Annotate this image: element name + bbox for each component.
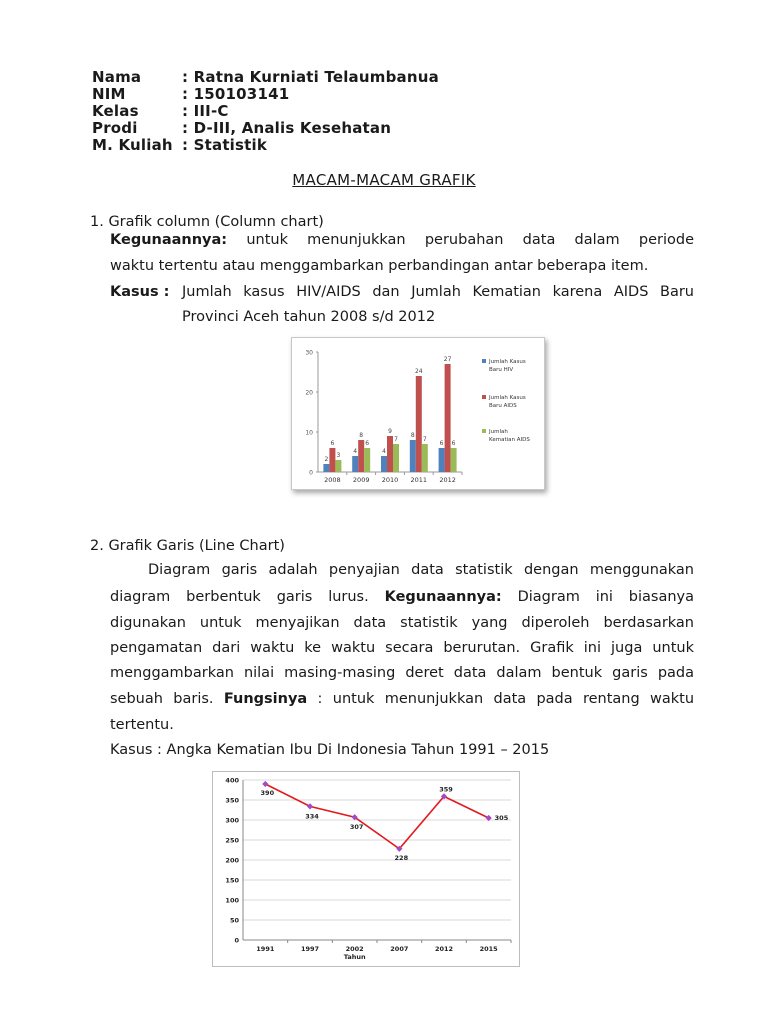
section1-kegunaan-line2: waktu tertentu atau menggambarkan perbandingan antar beberapa item. [110,258,649,274]
data-label: 8 [410,432,415,439]
x-tick-label: 2008 [324,476,341,484]
data-label: 6 [330,440,335,447]
legend-swatch [482,359,486,363]
bar [422,444,428,472]
y-tick-label: 400 [225,776,239,785]
x-tick-label: 2009 [352,476,370,484]
value-mata-kuliah: : Statistik [182,136,268,154]
x-tick-label: 1991 [256,945,275,953]
data-label: 390 [260,789,275,797]
y-tick-label: 150 [225,876,239,885]
data-label: 6 [439,440,444,447]
y-tick-label: 0 [309,469,313,477]
bar [323,464,329,472]
label-prodi: Prodi [92,119,138,137]
section2-p-line3: digunakan untuk menyajikan data statistik yang diperoleh berdasarkan [110,615,694,631]
data-label: 7 [394,436,398,443]
data-label: 4 [353,448,358,455]
bar [445,364,451,472]
bar [416,376,422,472]
y-tick-label: 50 [229,916,239,925]
section2-p-line2: diagram berbentuk garis lurus. Kegunaannya: Diagram ini biasanya [110,589,695,605]
data-label: 2 [324,456,329,463]
series-line [265,784,488,849]
document-title: MACAM-MACAM GRAFIK [292,171,476,189]
legend-label: Jumlah Kasus Baru AIDS [489,395,526,409]
bar [381,456,387,472]
bar [410,440,416,472]
line-chart [213,772,519,966]
bar [358,440,364,472]
data-label: 305 [494,814,509,822]
section2-heading: 2. Grafik Garis (Line Chart) [90,538,285,554]
data-label: 6 [451,440,456,447]
data-label: 9 [388,428,392,435]
bar [329,448,335,472]
data-label: 359 [439,785,453,794]
kasus-label: Kasus : [110,284,170,300]
legend-label: Jumlah Kematian AIDS [489,429,530,443]
column-chart [292,338,544,489]
x-tick-label: 2012 [434,945,454,953]
section1-kegunaan-line1 [110,228,694,253]
bar [393,444,399,472]
y-tick-label: 10 [305,429,313,437]
x-tick-label: 2012 [439,476,456,484]
section2-p-line1: Diagram garis adalah penyajian data statistik dengan menggunakan [148,562,694,578]
data-label: 307 [349,823,364,832]
legend-label: Jumlah Kasus Baru HIV [489,359,526,373]
label-kelas: Kelas [92,102,139,120]
section1-kasus-line1: Jumlah kasus HIV/AIDS dan Jumlah Kematian karena AIDS Baru [182,284,694,300]
data-label: 3 [336,452,341,459]
data-label: 27 [443,356,452,363]
data-label: 24 [414,368,423,375]
line-chart-frame [212,771,520,967]
data-label: 4 [382,448,386,455]
y-tick-label: 200 [225,856,239,865]
data-label: 7 [422,436,427,443]
kegunaan-text: untuk menunjukkan perubahan data dalam periode [246,232,694,248]
x-tick-label: 2002 [345,945,364,953]
kegunaan-label: Kegunaannya: [110,232,228,248]
value-prodi: : D-III, Analis Kesehatan [182,119,392,137]
x-tick-label: 2007 [390,945,409,953]
value-nama: : Ratna Kurniati Telaumbanua [182,68,439,86]
bar [335,460,341,472]
x-axis-title: Tahun [343,953,366,961]
legend-swatch [482,429,486,433]
x-tick-label: 2010 [381,476,399,484]
legend-swatch [482,395,486,399]
data-label: 334 [305,812,319,821]
section2-p-line4: pengamatan dari waktu ke waktu secara berurutan. Grafik ini juga untuk [110,640,694,656]
data-point [307,803,313,809]
label-mata-kuliah: M. Kuliah [92,136,173,154]
y-tick-label: 100 [225,896,239,905]
section1-heading: 1. Grafik column (Column chart) [90,214,324,230]
section2-p-line7: tertentu. [110,717,174,733]
section2-p-line6: sebuah baris. Fungsinya : untuk menunjukkan data pada rentang waktu [110,691,695,707]
bar [352,456,358,472]
fungsinya-label: Fungsinya [223,691,308,707]
data-label: 228 [394,853,409,862]
y-tick-label: 250 [225,836,239,845]
bar [439,448,445,472]
y-tick-label: 20 [305,389,313,397]
bar [451,448,457,472]
label-nama: Nama [92,68,142,86]
data-label: 8 [359,432,364,439]
bar [387,436,393,472]
section2-p-line5: menggambarkan nilai masing-masing deret data dalam bentuk garis pada [110,665,694,681]
label-nim: NIM [92,85,126,103]
x-tick-label: 2011 [410,476,428,484]
x-tick-label: 2015 [479,945,498,953]
y-tick-label: 350 [225,796,239,805]
column-chart-frame [291,337,545,490]
y-tick-label: 30 [305,349,313,357]
y-tick-label: 0 [234,936,239,945]
kegunaan-label-2: Kegunaannya: [384,589,502,605]
data-point [262,781,268,787]
value-nim: : 150103141 [182,85,290,103]
section2-kasus: Kasus : Angka Kematian Ibu Di Indonesia Tahun 1991 – 2015 [110,742,550,758]
y-tick-label: 300 [225,816,239,825]
data-label: 6 [365,440,370,447]
bar [364,448,370,472]
section1-kasus-line2: Provinci Aceh tahun 2008 s/d 2012 [182,309,436,325]
value-kelas: : III-C [182,102,229,120]
x-tick-label: 1997 [300,945,320,953]
